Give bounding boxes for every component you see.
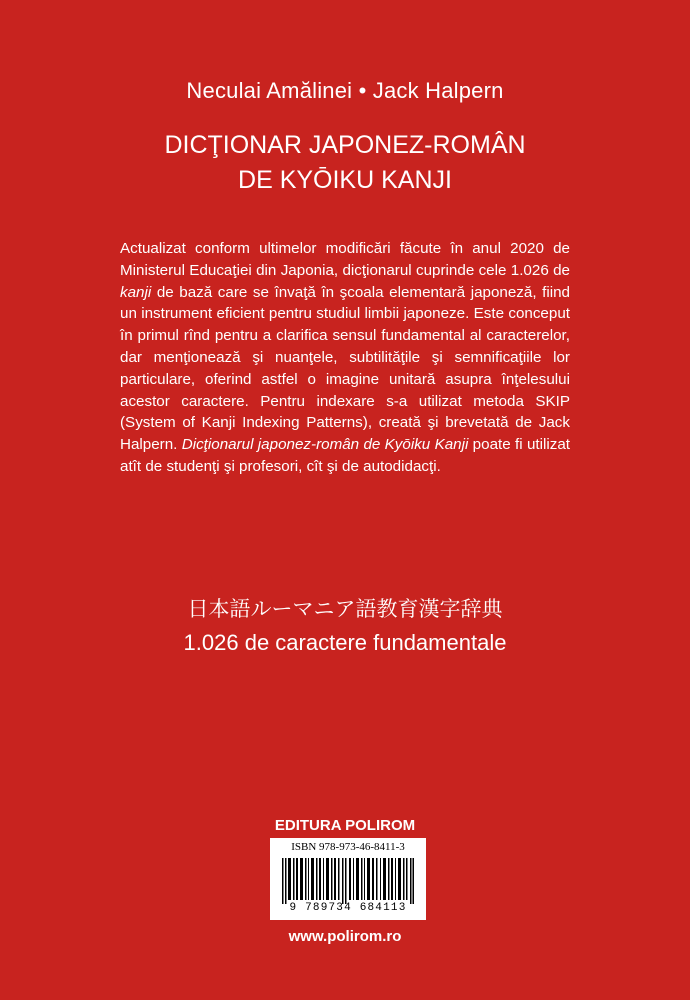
isbn-text: ISBN 978-973-46-8411-3 xyxy=(291,841,405,853)
blurb-text-1: Actualizat conform ultimelor modificări făcute în anul 2020 de Ministerul Educaţiei din Japonia, dicţionarul cuprinde cele 1.026 de xyxy=(120,240,570,279)
publisher-website: www.polirom.ro xyxy=(288,928,402,945)
book-title-line-1: DICŢIONAR JAPONEZ-ROMÂN xyxy=(164,131,526,159)
japanese-title: 日本語ルーマニア語教育漢字辞典 xyxy=(187,597,503,621)
barcode-digits: 9 789734 684113 xyxy=(289,902,407,914)
authors: Neculai Amălinei • Jack Halpern xyxy=(186,78,504,103)
blurb-paragraph xyxy=(120,238,570,478)
blurb-title-italic: Dicţionarul japonez-român de Kyōiku Kanji xyxy=(181,436,469,454)
barcode-box xyxy=(270,838,426,920)
blurb-kanji-italic: kanji xyxy=(120,283,152,301)
barcode-bars xyxy=(282,858,414,904)
blurb-text-3: poate fi utilizat atît de studenţi şi profesori, cît şi de autodidacţi. xyxy=(120,436,570,475)
blurb xyxy=(120,238,570,478)
publisher-name: EDITURA POLIROM xyxy=(274,817,416,834)
book-title-line-2: DE KYŌIKU KANJI xyxy=(238,166,452,194)
book-title xyxy=(0,128,690,198)
blurb-text-2: de bază care se învaţă în şcoala elementară japoneză, fiind un instrument eficient pentru studiul limbii japoneze. Este conceput în primul rînd pentru a clarifica sensul fundamental al caracterelor, dar menţionează şi nuanţele, subtilităţile şi semnificaţiile lor particulare, oferind astfel o imagine unitară asupra înţelesului acestor caractere. Pentru indexare s-a utilizat metoda SKIP (System of Kanji Indexing Patterns), creată şi brevetată de Jack Halpern. xyxy=(120,283,570,454)
subtitle: 1.026 de caractere fundamentale xyxy=(183,630,507,655)
